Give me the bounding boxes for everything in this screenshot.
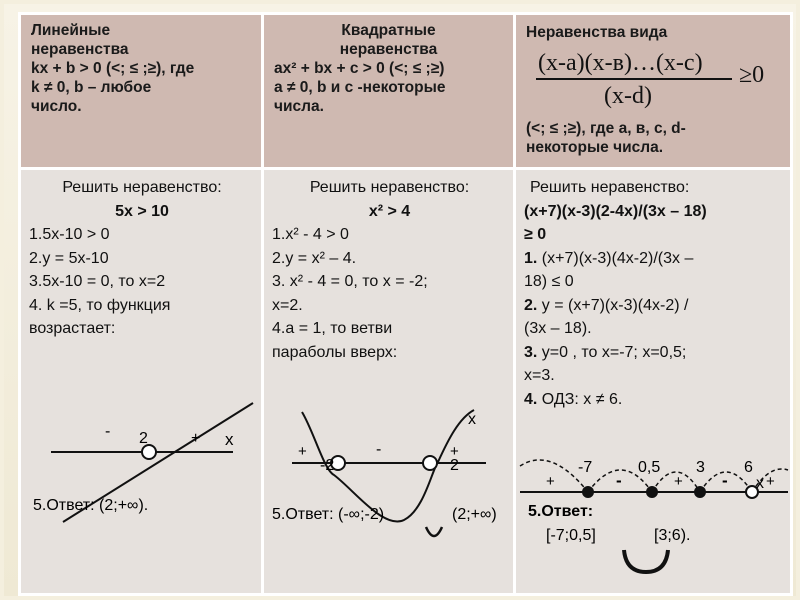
rational-step-1-cont: 18) ≤ 0: [524, 273, 574, 290]
step-2-text: y = (x+7)(x-3)(4x-2) /: [537, 296, 689, 314]
quadratic-axis-label: x: [468, 411, 476, 428]
quadratic-example-cell: [263, 169, 515, 595]
rational-task: (x+7)(x-3)(2-4x)/(3x – 18): [524, 202, 707, 220]
linear-example-cell: [20, 169, 263, 595]
step-4-text: ОДЗ: x ≠ 6.: [537, 390, 623, 408]
linear-step-2: 2.y = 5x-10: [29, 249, 109, 267]
quadratic-title-line-1: Квадратные: [341, 22, 436, 39]
quadratic-step-2: 2.y = x² – 4.: [272, 249, 357, 267]
linear-task: 5x > 10: [115, 202, 169, 220]
sign-interval-0: +: [546, 473, 555, 490]
rational-condition-line-2: некоторые числа.: [526, 139, 664, 156]
quadratic-answer-left: 5.Ответ: (-∞;-2): [272, 506, 385, 523]
quadratic-step-3-cont: x=2.: [272, 296, 303, 314]
step-1-text: (x+7)(x-3)(4x-2)/(3x –: [537, 249, 694, 267]
fraction-relation: ≥0: [739, 62, 765, 88]
step-4-number: 4.: [524, 390, 538, 408]
sign-interval-2: +: [674, 473, 683, 490]
quadratic-condition-end: числа.: [274, 98, 324, 115]
linear-formula: kx + b > 0 (<; ≤ ;≥), где: [31, 60, 195, 77]
sign-interval-1: -: [616, 471, 622, 490]
linear-title-line-1: Линейные: [31, 22, 111, 39]
quadratic-task-label: Решить неравенство:: [309, 179, 470, 196]
quadratic-step-1: 1.x² - 4 > 0: [272, 226, 349, 243]
linear-definition: [21, 15, 261, 116]
point-0-5: [646, 486, 658, 498]
rational-task-label: Решить неравенство:: [530, 179, 690, 196]
interval-graph: [516, 170, 791, 590]
point-label-6: 6: [744, 459, 753, 476]
fraction-denominator: (x-d): [604, 83, 652, 109]
header-rational: [515, 14, 792, 169]
quadratic-root-right-label: 2: [450, 457, 459, 474]
sign-interval-3: -: [722, 471, 728, 490]
header-linear: [20, 14, 263, 169]
linear-step-1: 1.5x-10 > 0: [29, 226, 110, 243]
quadratic-minus: -: [376, 441, 382, 458]
fraction-numerator: (x-a)(x-в)…(x-c): [538, 50, 703, 76]
rational-answer-title: 5.Ответ:: [528, 503, 594, 520]
point-label-minus-7: -7: [578, 459, 593, 476]
interval-axis-label: x: [756, 475, 764, 492]
union-symbol-bold: [624, 550, 668, 572]
comparison-table: [18, 12, 793, 596]
rational-title: Неравенства вида: [526, 24, 668, 41]
quadratic-plus-right: +: [450, 443, 459, 460]
rational-condition: [516, 113, 696, 157]
quadratic-answer-right: (2;+∞): [452, 506, 497, 523]
point-minus-7: [582, 486, 594, 498]
rational-answer-left: [-7;0,5]: [546, 527, 596, 544]
quadratic-root-right: [423, 456, 437, 470]
step-2-number: 2.: [524, 296, 538, 314]
rational-step-3-cont: x=3.: [524, 367, 555, 384]
quadratic-condition: a ≠ 0, b и c -некоторые: [274, 79, 446, 96]
linear-root-point: [142, 445, 156, 459]
fraction-bar: [536, 78, 732, 80]
rational-task-relation: ≥ 0: [524, 226, 547, 243]
step-3-text: y=0 , то x=-7; x=0,5;: [537, 343, 687, 361]
linear-minus-sign: -: [105, 423, 111, 440]
header-quadratic: [263, 14, 515, 169]
quadratic-step-4-cont: параболы вверх:: [272, 343, 398, 361]
rational-condition-line-1: (<; ≤ ;≥), где a, в, c, d-: [526, 120, 686, 137]
quadratic-root-left-label: -2: [320, 457, 335, 474]
linear-condition: k ≠ 0, b – любое: [31, 79, 152, 96]
linear-step-4-cont: возрастает:: [29, 320, 116, 337]
sign-interval-4: +: [766, 473, 775, 490]
linear-axis-label: x: [225, 430, 234, 449]
quadratic-task: x² > 4: [368, 202, 411, 220]
linear-plus-sign: +: [191, 430, 201, 447]
slide: [4, 4, 796, 596]
quadratic-formula: ax² + bx + c > 0 (<; ≤ ;≥): [274, 60, 445, 77]
linear-title-line-2: неравенства: [31, 41, 129, 58]
rational-example-cell: [515, 169, 792, 595]
linear-answer: 5.Ответ: (2;+∞).: [33, 497, 149, 514]
rational-step-2-cont: (3x – 18).: [524, 320, 592, 337]
linear-task-label: Решить неравенство:: [62, 179, 222, 196]
quadratic-step-4: 4.a = 1, то ветви: [272, 320, 393, 337]
quadratic-title-line-2: неравенства: [339, 41, 438, 58]
point-3: [694, 486, 706, 498]
point-label-0-5: 0,5: [638, 459, 661, 476]
linear-condition-end: число.: [31, 98, 82, 115]
step-1-number: 1.: [524, 249, 538, 267]
union-symbol: [426, 527, 442, 536]
quadratic-graph: [264, 170, 514, 590]
quadratic-step-3: 3. x² - 4 = 0, то x = -2;: [272, 273, 428, 290]
linear-step-4: 4. k =5, то функция: [29, 296, 171, 314]
quadratic-plus-left: +: [298, 443, 307, 460]
quadratic-definition: [264, 15, 513, 116]
step-3-number: 3.: [524, 343, 538, 361]
point-label-3: 3: [696, 459, 705, 476]
linear-graph: [21, 170, 261, 590]
linear-step-3: 3.5x-10 = 0, то x=2: [29, 273, 166, 290]
linear-root-label: 2: [139, 430, 148, 447]
rational-answer-right: [3;6).: [654, 527, 691, 544]
